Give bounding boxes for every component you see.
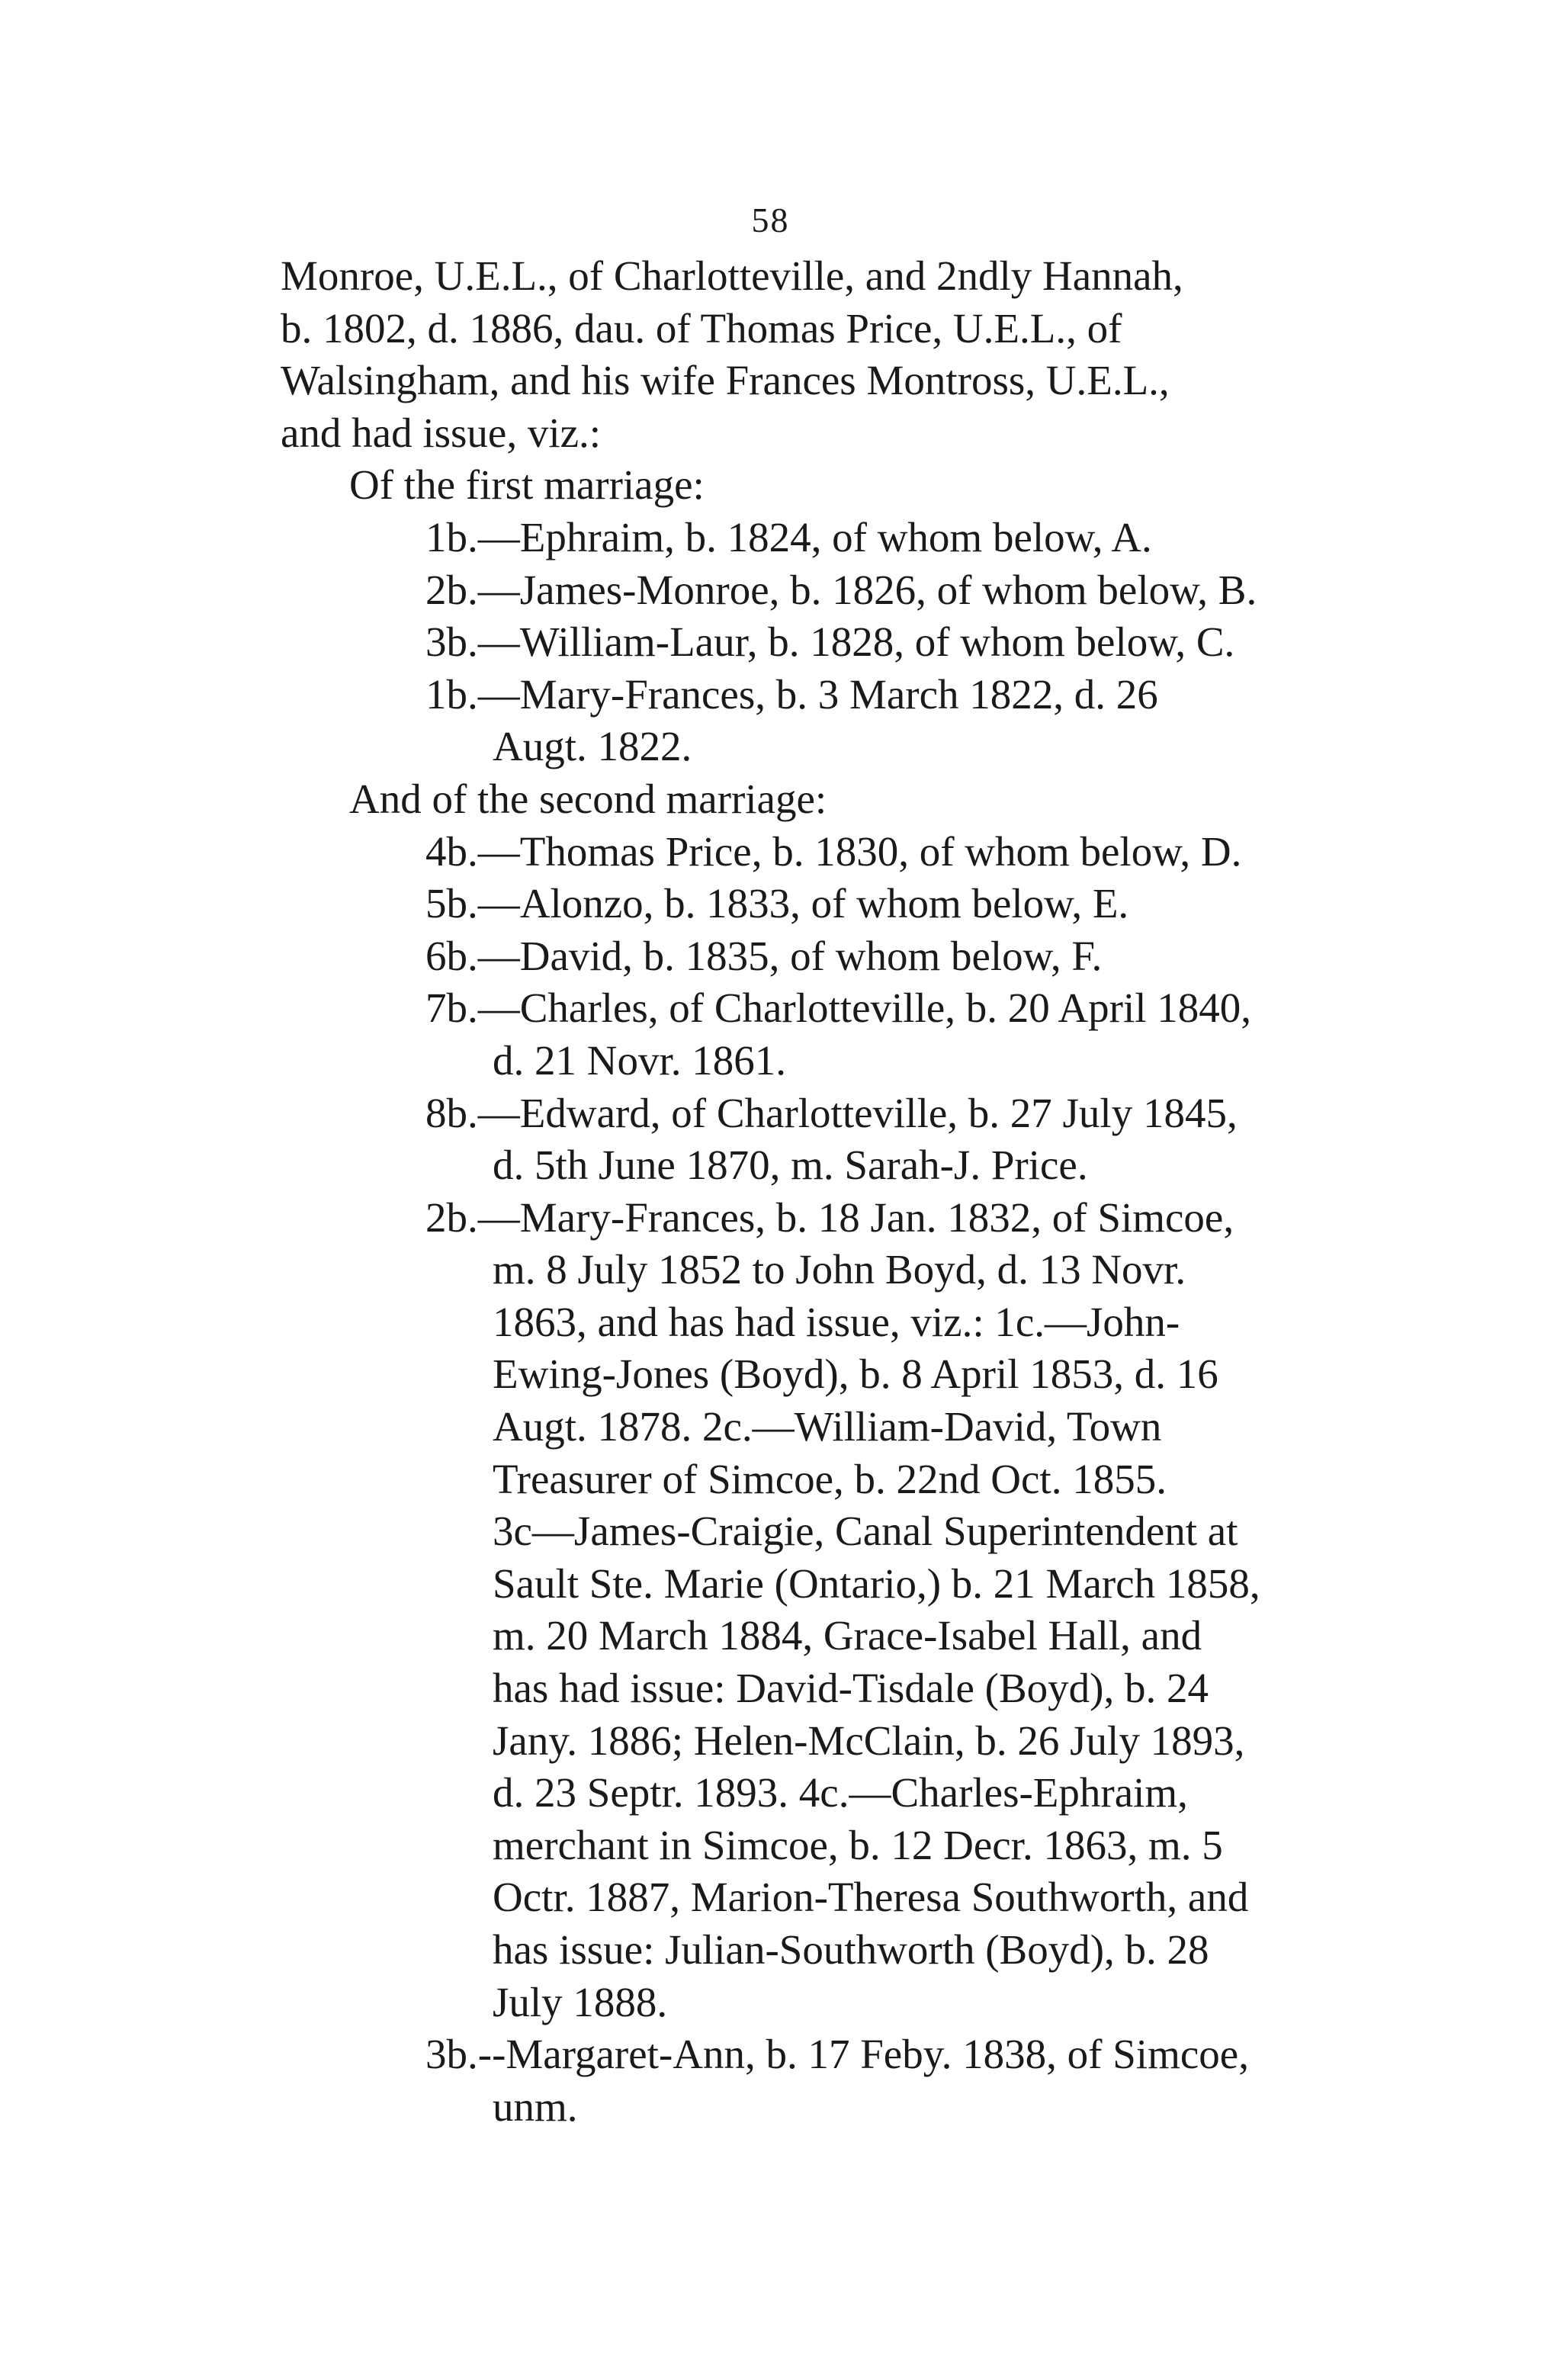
text-line: unm. — [493, 2083, 578, 2130]
text-line: Ewing-Jones (Boyd), b. 8 April 1853, d. 16 — [493, 1351, 1218, 1398]
text-line: Augt. 1878. 2c.—William-David, Town — [493, 1403, 1162, 1450]
text-line: d. 21 Novr. 1861. — [493, 1036, 786, 1084]
text-line: 1b.—Mary-Frances, b. 3 March 1822, d. 26 — [425, 670, 1158, 718]
text-line: 2b.—Mary-Frances, b. 18 Jan. 1832, of Simcoe, — [425, 1193, 1234, 1241]
text-line: Monroe, U.E.L., of Charlotteville, and 2ndly Hannah, — [281, 252, 1183, 299]
text-line: m. 8 July 1852 to John Boyd, d. 13 Novr. — [493, 1246, 1186, 1293]
text-line: Sault Ste. Marie (Ontario,) b. 21 March 1858, — [493, 1559, 1260, 1607]
text-line: Treasurer of Simcoe, b. 22nd Oct. 1855. — [493, 1455, 1167, 1502]
text-line: Jany. 1886; Helen-McClain, b. 26 July 1893, — [493, 1717, 1245, 1764]
text-line: has had issue: David-Tisdale (Boyd), b. 24 — [493, 1665, 1209, 1712]
text-line: 6b.—David, b. 1835, of whom below, F. — [425, 932, 1103, 979]
text-line: 4b.—Thomas Price, b. 1830, of whom below, D. — [425, 827, 1242, 875]
text-line: has issue: Julian-Southworth (Boyd), b. 28 — [493, 1926, 1209, 1973]
text-line: 8b.—Edward, of Charlotteville, b. 27 July 1845, — [425, 1089, 1238, 1136]
text-line: July 1888. — [493, 1978, 668, 2025]
text-line: Walsingham, and his wife Frances Montross, U.E.L., — [281, 357, 1170, 404]
text-line: d. 23 Septr. 1893. 4c.—Charles-Ephraim, — [493, 1769, 1188, 1816]
text-line: Augt. 1822. — [493, 723, 692, 770]
text-line: and had issue, viz.: — [281, 409, 602, 456]
page-number: 58 — [751, 201, 790, 239]
text-line: m. 20 March 1884, Grace-Isabel Hall, and — [493, 1612, 1202, 1659]
text-line: 3b.—William-Laur, b. 1828, of whom below, C. — [425, 618, 1235, 666]
text-line: merchant in Simcoe, b. 12 Decr. 1863, m. 5 — [493, 1821, 1223, 1868]
text-line: 1b.—Ephraim, b. 1824, of whom below, A. — [425, 513, 1152, 560]
text-line: d. 5th June 1870, m. Sarah-J. Price. — [493, 1142, 1088, 1189]
genealogy-text — [281, 250, 1440, 2133]
text-line: Octr. 1887, Marion-Theresa Southworth, and — [493, 1874, 1249, 1921]
text-line: 2b.—James-Monroe, b. 1826, of whom below, B. — [425, 566, 1257, 613]
section-heading: And of the second marriage: — [349, 775, 827, 822]
text-line: 7b.—Charles, of Charlotteville, b. 20 April 1840, — [425, 984, 1252, 1032]
text-line: 3b.--Margaret-Ann, b. 17 Feby. 1838, of Simcoe, — [425, 2031, 1249, 2078]
text-line: 3c—James-Craigie, Canal Superintendent at — [493, 1508, 1238, 1555]
section-heading: Of the first marriage: — [349, 461, 705, 509]
text-line: 5b.—Alonzo, b. 1833, of whom below, E. — [425, 880, 1129, 927]
text-line: b. 1802, d. 1886, dau. of Thomas Price, U.E.L., of — [281, 304, 1122, 352]
text-line: 1863, and has had issue, viz.: 1c.—John- — [493, 1298, 1180, 1345]
